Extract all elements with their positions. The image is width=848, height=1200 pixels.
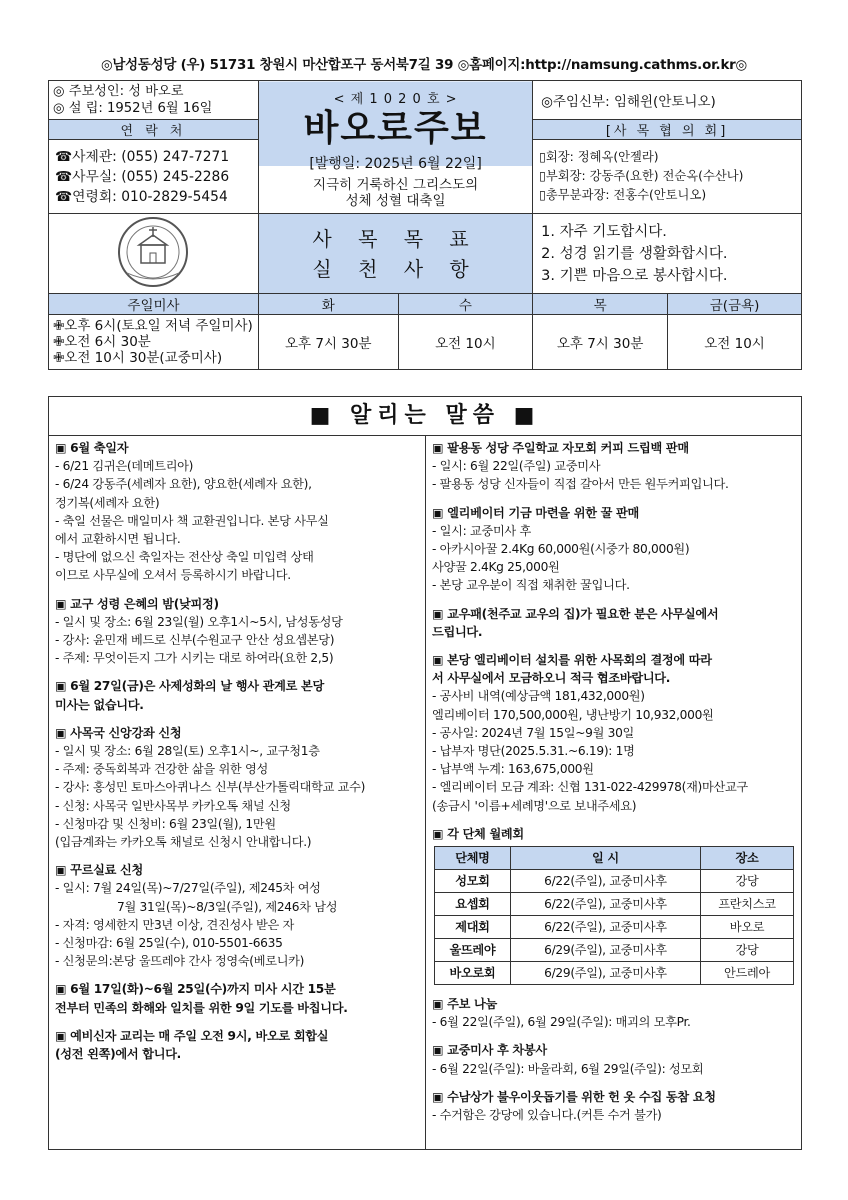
notice-line: - 수거함은 강당에 있습니다.(커튼 수거 불가) — [432, 1108, 662, 1123]
notice-heading: ▣ 수남상가 불우이웃돕기를 위한 헌 옷 수집 동참 요청 — [432, 1089, 716, 1104]
publish-date: [발행일: 2025년 6월 22일] — [309, 155, 482, 172]
notice-section — [55, 1027, 419, 1063]
notice-line: 사양꿀 2.4Kg 25,000원 — [432, 560, 560, 575]
column-divider — [425, 435, 426, 1149]
notice-heading: ▣ 예비신자 교리는 매 주일 오전 9시, 바오로 회합실 — [55, 1028, 329, 1043]
mass-header-thu: 목 — [533, 294, 668, 315]
notice-heading: ▣ 교중미사 후 차봉사 — [432, 1043, 547, 1058]
notice-line: - 일시 및 장소: 6월 23일(월) 오후1시~5시, 남성동성당 — [55, 614, 343, 629]
notice-heading-cont: 전부터 민족의 화해와 일치를 위한 9일 기도를 바칩니다. — [55, 1000, 348, 1015]
notice-line: 정기복(세례자 요한) — [55, 495, 160, 510]
mass-sunday-times — [49, 315, 259, 370]
notices-box — [48, 396, 802, 1150]
notice-line: - 일시 및 장소: 6월 28일(토) 오후1시~, 교구청1층 — [55, 744, 320, 759]
notice-line: - 자격: 영세한지 만3년 이상, 견진성사 받은 자 — [55, 917, 294, 932]
group-cell: 6/29(주일), 교중미사후 — [510, 939, 700, 962]
notice-line: 이므로 사무실에 오셔서 등록하시기 바랍니다. — [55, 568, 291, 583]
table-row — [435, 939, 794, 962]
notice-line: - 6/21 김귀은(데메트리아) — [55, 459, 194, 474]
group-header-cell: 장소 — [701, 847, 794, 870]
council-label: [사 목 협 의 회] — [533, 120, 802, 140]
parish-address-line: ◎남성동성당 (우) 51731 창원시 마산합포구 동서북7길 39 ◎홈페이지:http://namsung.cathms.or.kr◎ — [100, 58, 748, 73]
mass-schedule-header — [49, 294, 802, 315]
notice-heading: ▣ 6월 17일(화)~6월 25일(수)까지 미사 시간 15분 — [55, 982, 336, 997]
notice-section — [55, 724, 419, 851]
group-cell: 안드레아 — [701, 962, 794, 985]
notice-line: - 신청마감: 6월 25일(수), 010-5501-6635 — [55, 936, 283, 951]
notice-line: (송금시 '이름+세례명'으로 보내주세요) — [432, 798, 637, 813]
mass-header-sunday: 주일미사 — [49, 294, 259, 315]
notice-section — [432, 1041, 796, 1077]
group-cell: 성모회 — [435, 870, 511, 893]
notice-line: - 납부자 명단(2025.5.31.~6.19): 1명 — [432, 744, 635, 759]
notice-section — [55, 980, 419, 1016]
notice-heading: ▣ 팔용동 성당 주일학교 자모회 커피 드립백 판매 — [432, 441, 689, 455]
notice-section — [432, 605, 796, 641]
notice-heading: ▣ 엘리베이터 기금 마련을 위한 꿀 판매 — [432, 505, 639, 520]
notice-section — [432, 651, 796, 815]
parish-seal-icon — [109, 215, 197, 289]
goal-1: 1. 자주 기도합시다. — [541, 223, 667, 240]
notice-section — [432, 504, 796, 595]
feast-name — [259, 177, 532, 209]
feast-line-1: 지극히 거룩하신 그리스도의 — [313, 176, 479, 193]
group-cell: 요셉회 — [435, 893, 511, 916]
notice-heading: ▣ 주보 나눔 — [432, 997, 497, 1012]
notice-line: 7월 31일(목)~8/3일(주일), 제246차 남성 — [117, 899, 338, 914]
notice-heading-cont: 서 사무실에서 모금하오니 적극 협조바랍니다. — [432, 671, 671, 686]
notices-left-column — [55, 439, 419, 1073]
group-meetings-section — [432, 825, 796, 985]
parish-logo — [49, 214, 259, 294]
notice-line: - 엘리베이터 모금 계좌: 신협 131-022-429978(재)마산교구 — [432, 780, 748, 795]
group-header-cell: 일 시 — [510, 847, 700, 870]
contact-label: 연 락 처 — [49, 120, 259, 140]
contact-list — [49, 140, 259, 214]
council-president: ▯회장: 정혜옥(안젤라) — [539, 150, 659, 164]
mass-thu-time: 오후 7시 30분 — [533, 315, 668, 370]
patron-founded — [49, 81, 259, 120]
notice-line: - 공사일: 2024년 7월 15일~9월 30일 — [432, 725, 635, 740]
notice-heading: ▣ 교구 성령 은혜의 밤(낮피정) — [55, 596, 219, 611]
notice-heading: ▣ 본당 엘리베이터 설치를 위한 사목회의 결정에 따라 — [432, 653, 712, 668]
notice-line: - 주제: 중독회복과 건강한 삶을 위한 영성 — [55, 762, 268, 777]
notice-line: - 아카시아꿀 2.4Kg 60,000원(시중가 80,000원) — [432, 542, 690, 557]
goal-3: 3. 기쁜 마음으로 봉사합시다. — [541, 267, 728, 284]
header-table — [48, 80, 802, 370]
notice-heading-cont: 드립니다. — [432, 624, 483, 639]
mass-wed-time: 오전 10시 — [398, 315, 533, 370]
patron-saint: ◎ 주보성인: 성 바오로 — [53, 84, 184, 99]
notice-line: - 주제: 무엇이든지 그가 시키는 대로 하여라(요한 2,5) — [55, 651, 334, 666]
notice-heading-cont: (성전 왼쪽)에서 합니다. — [55, 1047, 182, 1062]
group-cell: 프란치스코 — [701, 893, 794, 916]
notice-line: - 신청: 사목국 일반사목부 카카오톡 채널 신청 — [55, 798, 291, 813]
table-row — [435, 893, 794, 916]
notice-line: - 일시: 6월 22일(주일) 교중미사 — [432, 459, 601, 474]
notice-section — [432, 995, 796, 1031]
group-cell: 바오로회 — [435, 962, 511, 985]
notices-title: ■ 알리는 말씀 ■ — [49, 397, 801, 436]
issue-number: < 제 1 0 2 0 호 > — [333, 91, 458, 107]
contact-office: ☎사무실: (055) 245-2286 — [55, 168, 230, 185]
notice-heading: ▣ 사목국 신앙강좌 신청 — [55, 725, 182, 740]
notice-heading: ▣ 꾸르실료 신청 — [55, 863, 143, 878]
group-cell: 6/22(주일), 교중미사후 — [510, 870, 700, 893]
notice-heading: ▣ 각 단체 월례회 — [432, 826, 524, 841]
notices-right-column — [432, 439, 796, 1134]
table-row — [435, 916, 794, 939]
group-cell: 6/22(주일), 교중미사후 — [510, 893, 700, 916]
notice-section — [55, 595, 419, 668]
group-header-cell: 단체명 — [435, 847, 511, 870]
notice-line: - 납부액 누계: 163,675,000원 — [432, 762, 594, 777]
group-cell: 바오로 — [701, 916, 794, 939]
notice-line: - 6월 22일(주일), 6월 29일(주일): 매괴의 모후Pr. — [432, 1015, 691, 1030]
group-meetings-table — [434, 846, 794, 985]
pastor: ◎주임신부: 임해윈(안토니오) — [533, 81, 802, 120]
notice-heading: ▣ 교우패(천주교 교우의 집)가 필요한 분은 사무실에서 — [432, 606, 719, 621]
notice-line: 엘리베이터 170,500,000원, 냉난방기 10,932,000원 — [432, 707, 714, 722]
mass-schedule-row — [49, 315, 802, 370]
group-cell: 제대회 — [435, 916, 511, 939]
pastoral-goals — [533, 214, 802, 294]
mass-header-fri: 금(금욕) — [668, 294, 802, 315]
notice-line: - 본당 교우분이 직접 채취한 꿀입니다. — [432, 578, 630, 593]
notice-line: (입금계좌는 카카오톡 채널로 신청시 안내합니다.) — [55, 835, 312, 850]
group-table-header — [435, 847, 794, 870]
council-list — [533, 140, 802, 214]
group-cell: 강당 — [701, 939, 794, 962]
sunday-mass-2: ✙오전 6시 30분 — [53, 334, 151, 350]
mass-header-tue: 화 — [258, 294, 398, 315]
group-cell: 강당 — [701, 870, 794, 893]
group-cell: 6/22(주일), 교중미사후 — [510, 916, 700, 939]
mass-tue-time: 오후 7시 30분 — [258, 315, 398, 370]
notice-line: - 명단에 없으신 축일자는 전산상 축일 미입력 상태 — [55, 550, 314, 565]
notice-section — [432, 439, 796, 494]
notice-section — [55, 861, 419, 970]
group-cell: 6/29(주일), 교중미사후 — [510, 962, 700, 985]
goal-2: 2. 성경 읽기를 생활화합시다. — [541, 245, 728, 262]
sunday-mass-3: ✙오전 10시 30분(교중미사) — [53, 350, 223, 366]
mass-header-wed: 수 — [398, 294, 533, 315]
notice-line: - 일시: 교중미사 후 — [432, 523, 531, 538]
notice-line: - 6/24 강동주(세례자 요한), 양요한(세례자 요한), — [55, 477, 312, 492]
notice-line: - 공사비 내역(예상금액 181,432,000원) — [432, 689, 645, 704]
council-vice: ▯부회장: 강동주(요한) 전순옥(수산나) — [539, 169, 744, 183]
notice-line: - 축일 선물은 매일미사 책 교환권입니다. 본당 사무실 — [55, 513, 329, 528]
notice-line: - 강사: 윤민재 베드로 신부(수원교구 안산 성요셉본당) — [55, 633, 335, 648]
notice-line: 에서 교환하시면 됩니다. — [55, 532, 181, 547]
notice-line: - 일시: 7월 24일(목)~7/27일(주일), 제245차 여성 — [55, 881, 321, 896]
notice-section — [55, 439, 419, 585]
bulletin-title: 바오로주보 — [303, 107, 488, 149]
goal-title-line-1: 사 목 목 표 — [312, 226, 479, 251]
pastoral-goal-title — [258, 214, 532, 294]
table-row — [435, 962, 794, 985]
notice-heading-cont: 미사는 없습니다. — [55, 697, 144, 712]
group-cell: 울뜨레야 — [435, 939, 511, 962]
mass-fri-time: 오전 10시 — [668, 315, 802, 370]
notice-heading: ▣ 6월 축일자 — [55, 441, 129, 455]
bulletin-title-block — [258, 81, 532, 214]
notice-line: - 6월 22일(주일): 바울라회, 6월 29일(주일): 성모회 — [432, 1061, 704, 1076]
sunday-mass-1: ✙오후 6시(토요일 저녁 주일미사) — [53, 318, 253, 334]
council-secretary: ▯총무분과장: 전홍수(안토니오) — [539, 188, 707, 202]
notice-heading: ▣ 6월 27일(금)은 사제성화의 날 행사 관계로 본당 — [55, 679, 324, 694]
notice-section — [432, 1088, 796, 1124]
notice-line: - 강사: 홍성민 토마스아퀴나스 신부(부산가톨릭대학교 교수) — [55, 780, 366, 795]
goal-title-line-2: 실 천 사 항 — [312, 256, 479, 281]
table-row — [435, 870, 794, 893]
contact-funeral: ☎연령회: 010-2829-5454 — [55, 188, 228, 205]
feast-line-2: 성체 성혈 대축일 — [345, 192, 446, 209]
notice-line: - 신청마감 및 신청비: 6월 23일(월), 1만원 — [55, 816, 276, 831]
contact-rectory: ☎사제관: (055) 247-7271 — [55, 148, 230, 165]
notice-line: - 신청문의:본당 울뜨레야 간사 정영숙(베로니카) — [55, 954, 305, 969]
notice-line: - 팔용동 성당 신자들이 직접 갈아서 만든 원두커피입니다. — [432, 477, 729, 492]
notice-section — [55, 677, 419, 713]
founded-date: ◎ 설 립: 1952년 6월 16일 — [53, 101, 213, 116]
